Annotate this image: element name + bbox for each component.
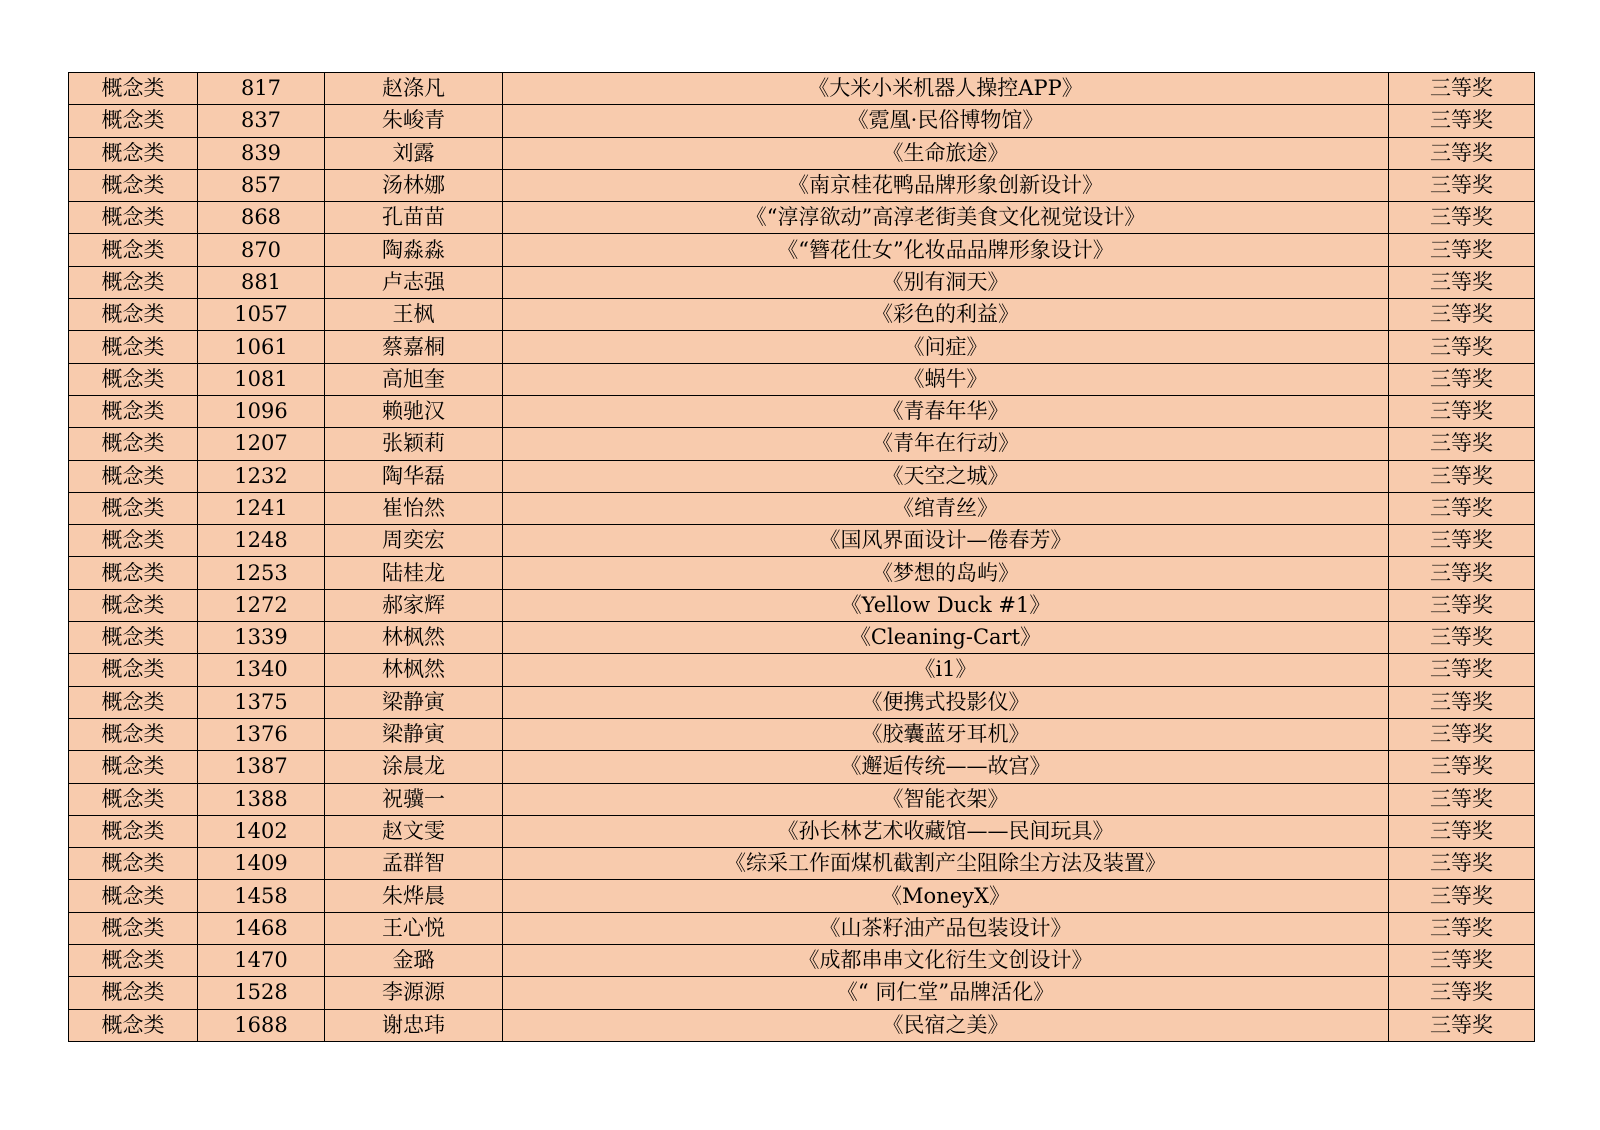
entry-number-cell: 817 (198, 73, 325, 105)
category-cell: 概念类 (69, 460, 198, 492)
category-cell: 概念类 (69, 945, 198, 977)
table-row (69, 977, 1535, 1009)
work-title-cell: 《胶囊蓝牙耳机》 (503, 718, 1389, 750)
table-row (69, 331, 1535, 363)
work-title-cell: 《天空之城》 (503, 460, 1389, 492)
table-row (69, 783, 1535, 815)
entry-number-cell: 837 (198, 105, 325, 137)
table-row (69, 525, 1535, 557)
table-row (69, 428, 1535, 460)
work-title-cell: 《综采工作面煤机截割产尘阻除尘方法及装置》 (503, 848, 1389, 880)
award-cell: 三等奖 (1389, 460, 1535, 492)
award-cell: 三等奖 (1389, 718, 1535, 750)
entry-number-cell: 1057 (198, 299, 325, 331)
work-title-cell: 《大米小米机器人操控APP》 (503, 73, 1389, 105)
table-row (69, 880, 1535, 912)
entry-number-cell: 1207 (198, 428, 325, 460)
category-cell: 概念类 (69, 363, 198, 395)
author-cell: 梁静寅 (325, 686, 503, 718)
award-table (68, 72, 1535, 1042)
entry-number-cell: 1096 (198, 395, 325, 427)
author-cell: 蔡嘉桐 (325, 331, 503, 363)
entry-number-cell: 1339 (198, 622, 325, 654)
category-cell: 概念类 (69, 912, 198, 944)
work-title-cell: 《问症》 (503, 331, 1389, 363)
table-row (69, 589, 1535, 621)
work-title-cell: 《“淳淳欲动”高淳老街美食文化视觉设计》 (503, 202, 1389, 234)
entry-number-cell: 868 (198, 202, 325, 234)
entry-number-cell: 1081 (198, 363, 325, 395)
author-cell: 陆桂龙 (325, 557, 503, 589)
table-row (69, 654, 1535, 686)
author-cell: 赖驰汉 (325, 395, 503, 427)
table-row (69, 234, 1535, 266)
author-cell: 林枫然 (325, 654, 503, 686)
table-row (69, 848, 1535, 880)
category-cell: 概念类 (69, 815, 198, 847)
award-cell: 三等奖 (1389, 234, 1535, 266)
category-cell: 概念类 (69, 73, 198, 105)
entry-number-cell: 881 (198, 266, 325, 298)
author-cell: 朱峻青 (325, 105, 503, 137)
table-row (69, 266, 1535, 298)
category-cell: 概念类 (69, 299, 198, 331)
award-cell: 三等奖 (1389, 266, 1535, 298)
award-cell: 三等奖 (1389, 880, 1535, 912)
author-cell: 周奕宏 (325, 525, 503, 557)
work-title-cell: 《蜗牛》 (503, 363, 1389, 395)
table-row (69, 492, 1535, 524)
entry-number-cell: 1470 (198, 945, 325, 977)
award-cell: 三等奖 (1389, 1009, 1535, 1041)
entry-number-cell: 1272 (198, 589, 325, 621)
author-cell: 王心悦 (325, 912, 503, 944)
author-cell: 朱烨晨 (325, 880, 503, 912)
author-cell: 汤林娜 (325, 169, 503, 201)
award-cell: 三等奖 (1389, 331, 1535, 363)
work-title-cell: 《山茶籽油产品包装设计》 (503, 912, 1389, 944)
award-cell: 三等奖 (1389, 492, 1535, 524)
table-row (69, 557, 1535, 589)
work-title-cell: 《智能衣架》 (503, 783, 1389, 815)
category-cell: 概念类 (69, 202, 198, 234)
work-title-cell: 《便携式投影仪》 (503, 686, 1389, 718)
entry-number-cell: 1061 (198, 331, 325, 363)
entry-number-cell: 1468 (198, 912, 325, 944)
award-cell: 三等奖 (1389, 686, 1535, 718)
author-cell: 王枫 (325, 299, 503, 331)
category-cell: 概念类 (69, 751, 198, 783)
award-cell: 三等奖 (1389, 622, 1535, 654)
author-cell: 赵文雯 (325, 815, 503, 847)
author-cell: 李源源 (325, 977, 503, 1009)
table-row (69, 751, 1535, 783)
work-title-cell: 《国风界面设计—倦春芳》 (503, 525, 1389, 557)
table-row (69, 137, 1535, 169)
award-cell: 三等奖 (1389, 945, 1535, 977)
author-cell: 孟群智 (325, 848, 503, 880)
category-cell: 概念类 (69, 169, 198, 201)
category-cell: 概念类 (69, 783, 198, 815)
work-title-cell: 《彩色的利益》 (503, 299, 1389, 331)
table-row (69, 363, 1535, 395)
award-cell: 三等奖 (1389, 654, 1535, 686)
author-cell: 涂晨龙 (325, 751, 503, 783)
work-title-cell: 《绾青丝》 (503, 492, 1389, 524)
table-row (69, 718, 1535, 750)
award-cell: 三等奖 (1389, 299, 1535, 331)
author-cell: 崔怡然 (325, 492, 503, 524)
work-title-cell: 《别有洞天》 (503, 266, 1389, 298)
award-cell: 三等奖 (1389, 783, 1535, 815)
author-cell: 梁静寅 (325, 718, 503, 750)
table-row (69, 105, 1535, 137)
award-cell: 三等奖 (1389, 105, 1535, 137)
table-row (69, 686, 1535, 718)
author-cell: 林枫然 (325, 622, 503, 654)
work-title-cell: 《青年在行动》 (503, 428, 1389, 460)
category-cell: 概念类 (69, 492, 198, 524)
work-title-cell: 《Cleaning-Cart》 (503, 622, 1389, 654)
table-row (69, 299, 1535, 331)
award-cell: 三等奖 (1389, 525, 1535, 557)
work-title-cell: 《邂逅传统——故宫》 (503, 751, 1389, 783)
entry-number-cell: 1340 (198, 654, 325, 686)
award-cell: 三等奖 (1389, 137, 1535, 169)
work-title-cell: 《民宿之美》 (503, 1009, 1389, 1041)
entry-number-cell: 1458 (198, 880, 325, 912)
table-row (69, 395, 1535, 427)
work-title-cell: 《梦想的岛屿》 (503, 557, 1389, 589)
work-title-cell: 《青春年华》 (503, 395, 1389, 427)
table-row (69, 945, 1535, 977)
author-cell: 高旭奎 (325, 363, 503, 395)
table-row (69, 815, 1535, 847)
award-cell: 三等奖 (1389, 557, 1535, 589)
author-cell: 赵涤凡 (325, 73, 503, 105)
category-cell: 概念类 (69, 1009, 198, 1041)
entry-number-cell: 839 (198, 137, 325, 169)
category-cell: 概念类 (69, 718, 198, 750)
category-cell: 概念类 (69, 105, 198, 137)
award-cell: 三等奖 (1389, 395, 1535, 427)
work-title-cell: 《“ 同仁堂”品牌活化》 (503, 977, 1389, 1009)
category-cell: 概念类 (69, 589, 198, 621)
award-table-body (69, 73, 1535, 1042)
award-cell: 三等奖 (1389, 363, 1535, 395)
entry-number-cell: 1528 (198, 977, 325, 1009)
award-cell: 三等奖 (1389, 977, 1535, 1009)
work-title-cell: 《孙长林艺术收藏馆——民间玩具》 (503, 815, 1389, 847)
category-cell: 概念类 (69, 848, 198, 880)
work-title-cell: 《生命旅途》 (503, 137, 1389, 169)
award-cell: 三等奖 (1389, 848, 1535, 880)
category-cell: 概念类 (69, 557, 198, 589)
author-cell: 郝家辉 (325, 589, 503, 621)
author-cell: 陶华磊 (325, 460, 503, 492)
author-cell: 刘露 (325, 137, 503, 169)
entry-number-cell: 1688 (198, 1009, 325, 1041)
entry-number-cell: 1248 (198, 525, 325, 557)
entry-number-cell: 1388 (198, 783, 325, 815)
entry-number-cell: 1375 (198, 686, 325, 718)
entry-number-cell: 1402 (198, 815, 325, 847)
category-cell: 概念类 (69, 428, 198, 460)
award-cell: 三等奖 (1389, 73, 1535, 105)
entry-number-cell: 1387 (198, 751, 325, 783)
entry-number-cell: 870 (198, 234, 325, 266)
category-cell: 概念类 (69, 525, 198, 557)
work-title-cell: 《i1》 (503, 654, 1389, 686)
entry-number-cell: 1253 (198, 557, 325, 589)
award-cell: 三等奖 (1389, 815, 1535, 847)
table-row (69, 912, 1535, 944)
award-cell: 三等奖 (1389, 751, 1535, 783)
table-row (69, 1009, 1535, 1041)
author-cell: 陶淼淼 (325, 234, 503, 266)
entry-number-cell: 1409 (198, 848, 325, 880)
category-cell: 概念类 (69, 395, 198, 427)
award-cell: 三等奖 (1389, 428, 1535, 460)
work-title-cell: 《霓凰·民俗博物馆》 (503, 105, 1389, 137)
category-cell: 概念类 (69, 266, 198, 298)
category-cell: 概念类 (69, 686, 198, 718)
work-title-cell: 《成都串串文化衍生文创设计》 (503, 945, 1389, 977)
work-title-cell: 《MoneyX》 (503, 880, 1389, 912)
work-title-cell: 《Yellow Duck #1》 (503, 589, 1389, 621)
entry-number-cell: 857 (198, 169, 325, 201)
table-row (69, 169, 1535, 201)
work-title-cell: 《“簪花仕女”化妆品品牌形象设计》 (503, 234, 1389, 266)
entry-number-cell: 1241 (198, 492, 325, 524)
category-cell: 概念类 (69, 880, 198, 912)
category-cell: 概念类 (69, 234, 198, 266)
author-cell: 金璐 (325, 945, 503, 977)
table-row (69, 622, 1535, 654)
award-cell: 三等奖 (1389, 169, 1535, 201)
category-cell: 概念类 (69, 137, 198, 169)
author-cell: 卢志强 (325, 266, 503, 298)
author-cell: 张颖莉 (325, 428, 503, 460)
category-cell: 概念类 (69, 977, 198, 1009)
category-cell: 概念类 (69, 654, 198, 686)
award-cell: 三等奖 (1389, 589, 1535, 621)
author-cell: 孔苗苗 (325, 202, 503, 234)
category-cell: 概念类 (69, 331, 198, 363)
category-cell: 概念类 (69, 622, 198, 654)
entry-number-cell: 1232 (198, 460, 325, 492)
work-title-cell: 《南京桂花鸭品牌形象创新设计》 (503, 169, 1389, 201)
table-row (69, 73, 1535, 105)
author-cell: 谢忠玮 (325, 1009, 503, 1041)
entry-number-cell: 1376 (198, 718, 325, 750)
table-row (69, 460, 1535, 492)
award-cell: 三等奖 (1389, 202, 1535, 234)
author-cell: 祝骥一 (325, 783, 503, 815)
award-cell: 三等奖 (1389, 912, 1535, 944)
table-row (69, 202, 1535, 234)
